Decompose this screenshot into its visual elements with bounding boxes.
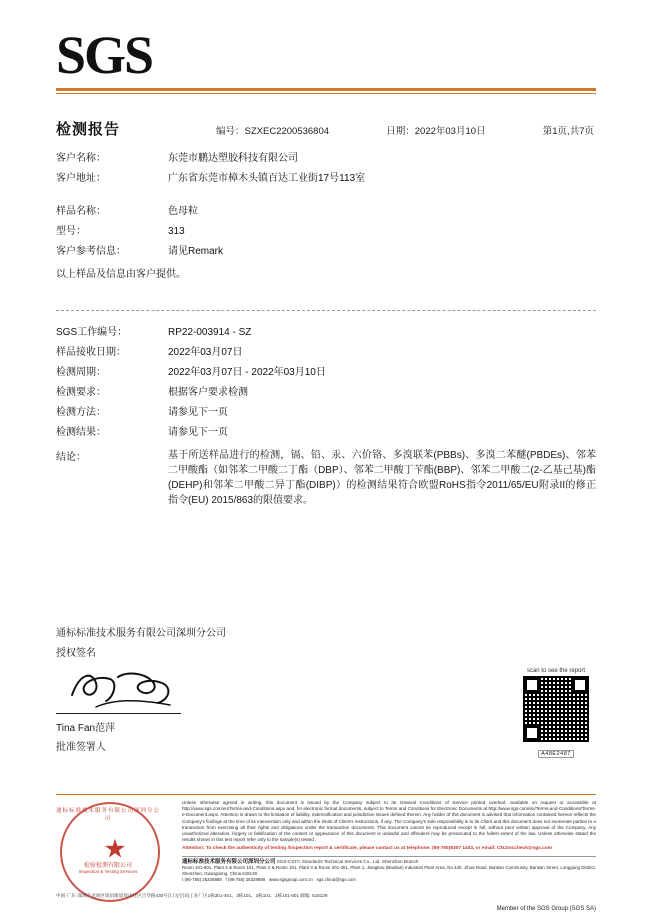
- footer-fax: f (86-755) 25328888: [225, 876, 266, 882]
- field-testing-period: 检测周期： 2022年03月07日 - 2022年03月10日: [56, 367, 326, 378]
- stamp-top-text: 通标标准技术服务有限公司深圳分公司: [56, 808, 161, 822]
- qr-caption: scan to see the report: [526, 668, 586, 674]
- field-test-results: 检测结果： 请参见下一页: [56, 427, 228, 438]
- title-row: [56, 118, 596, 139]
- signatory-role: 批准签署人: [56, 742, 106, 753]
- authorized-signature-label: 授权签名: [56, 648, 96, 659]
- footer: [56, 800, 596, 900]
- sample-note: 以上样品及信息由客户提供。: [56, 269, 186, 280]
- conclusion-block: [56, 448, 596, 508]
- footer-website[interactable]: www.sgsgroup.com.cn: [268, 876, 313, 882]
- conclusion-text: 基于所送样品进行的检测，镉、铅、汞、六价铬、多溴联苯(PBBs)、多溴二苯醚(PBDEs)、邻苯二甲酸酯（如邻苯二甲酸二丁酯（DBP）、邻苯二甲酸丁苄酯(BBP)、邻苯二甲酸二(2-乙基己基)酯(DEHP)和邻苯二甲酸二异丁酯(DIBP)）的检测结果符合欧盟RoHS指令2011/65/EU附录II的修正指令(EU) 2015/863的限值要求。: [168, 450, 596, 506]
- footer-address-cn: 中国·广东·深圳市龙岗区坂田街道坂田社区吉华路430号江口(宝田)工业厂区1栋301-401、3栋101、3栋101、2栋101-601 邮编: 518129: [56, 893, 328, 898]
- field-sample-name: 样品名称： 色母粒: [56, 206, 198, 217]
- signature-underline: [56, 713, 181, 714]
- official-stamp: [56, 800, 174, 900]
- footer-company-cn: 通标标准技术服务有限公司深圳分公司: [182, 858, 276, 865]
- qr-corner-bottom-left: [523, 724, 541, 742]
- handwritten-signature: [66, 665, 186, 711]
- logo-rule-thin: [56, 93, 596, 94]
- footer-contact: [182, 877, 596, 883]
- stamp-star-icon: ★: [103, 833, 127, 864]
- field-test-method: 检测方法： 请参见下一页: [56, 407, 228, 418]
- sample-info-block: [56, 205, 596, 280]
- field-model: 型号： 313: [56, 226, 185, 237]
- work-info-block: [56, 326, 596, 446]
- footer-tel: t (86-755) 25328888: [182, 876, 222, 882]
- sgs-logo-block: [56, 25, 596, 94]
- footer-terms-paragraph: Unless otherwise agreed in writing, this document is issued by the Company subject to its General Conditions of Service printed overleaf, available on request or accessible at http://www.sgs.com/en/Terms-and-Conditions.aspx and, for electronic format documents, subject to Terms and Conditions for Electronic Documents at http://www.sgs.com/en/Terms-and-Conditions/Terms-e-Document.aspx. Attention is drawn to the limitation of liability, indemnification and jurisdiction issues defined therein. Any holder of this document is advised that information contained hereon reflects the Company's findings at the time of its intervention only and within the limits of Client's instructions, if any. The Company's sole responsibility is to its Client and this document does not exonerate parties to a transaction from exercising all their rights and obligations under the transaction documents. This document cannot be reproduced except in full, without prior written approval of the Company. Any unauthorized alteration, forgery or falsification of the content or appearance of this document is unlawful and offenders may be prosecuted to the fullest extent of the law. Unless otherwise stated the results shown in this test report refer only to the sample(s) tested .: [182, 800, 596, 843]
- footer-company-en: SGS-CSTC Standards Technical Services Co., Ltd. Shenzhen Branch: [276, 858, 419, 864]
- title-meta: [216, 123, 596, 137]
- footer-terms: [182, 800, 596, 900]
- field-customer-reference: 客户参考信息： 请见Remark: [56, 246, 224, 257]
- footer-rule: [56, 794, 596, 795]
- logo-rule-thick: [56, 88, 596, 91]
- qr-block: [516, 668, 596, 760]
- page-title: 检测报告: [56, 121, 121, 138]
- report-date: 日期：2022年03月10日: [386, 126, 486, 137]
- section-divider: [56, 310, 596, 311]
- footer-divider: [182, 856, 596, 857]
- qr-report-id: A48E2487: [538, 750, 574, 758]
- report-number: 编号：SZXEC2200536804: [216, 126, 330, 137]
- member-of-sgs-group: Member of the SGS Group (SGS SA): [496, 906, 596, 912]
- stamp-lab-cn: 检验检测有限公司: [83, 863, 132, 869]
- customer-info-block: [56, 152, 596, 192]
- footer-address-en: Room 101-601, Plant 4 & Room 101, Plant 2 & Room 101, Plant 3 & Room 301-401, Plant 1, Jiangkou (Baotian) Industrial Plant Area, No.430, Jihua Road, Bantian Community, Bantian Street, Longgang District, Shenzhen, Guangdong, China 518129: [182, 864, 596, 876]
- signature-ink-icon: [66, 665, 186, 711]
- page-count: 第1页,共7页: [542, 126, 594, 137]
- field-customer-address: 客户地址： 广东省东莞市樟木头镇百达工业街17号113室: [56, 173, 366, 184]
- signatory-company: 通标标准技术服务有限公司深圳分公司: [56, 628, 226, 639]
- field-sgs-job-number: SGS工作编号： RP22-003914 - SZ: [56, 327, 252, 338]
- sgs-logo: SGS: [56, 25, 153, 85]
- footer-attention-note: Attention: To check the authenticity of testing /inspection report & certificate, please contact us at telephone: (86-755)8307 1443, or email: CN.Doccheck@sgs.com: [182, 846, 553, 852]
- footer-email[interactable]: sgs.china@sgs.com: [316, 876, 356, 882]
- conclusion-label: 结论：: [56, 452, 86, 463]
- field-sample-received-date: 样品接收日期： 2022年03月07日: [56, 347, 243, 358]
- qr-code-icon[interactable]: [523, 676, 589, 742]
- signatory-name: Tina Fan范萍: [56, 723, 116, 734]
- field-test-requested: 检测要求： 根据客户要求检测: [56, 387, 248, 398]
- stamp-lab-en: Inspection & Testing Services: [78, 869, 138, 874]
- signature-block: [56, 624, 416, 753]
- field-customer-name: 客户名称： 东莞市鹏达塑胶科技有限公司: [56, 153, 298, 164]
